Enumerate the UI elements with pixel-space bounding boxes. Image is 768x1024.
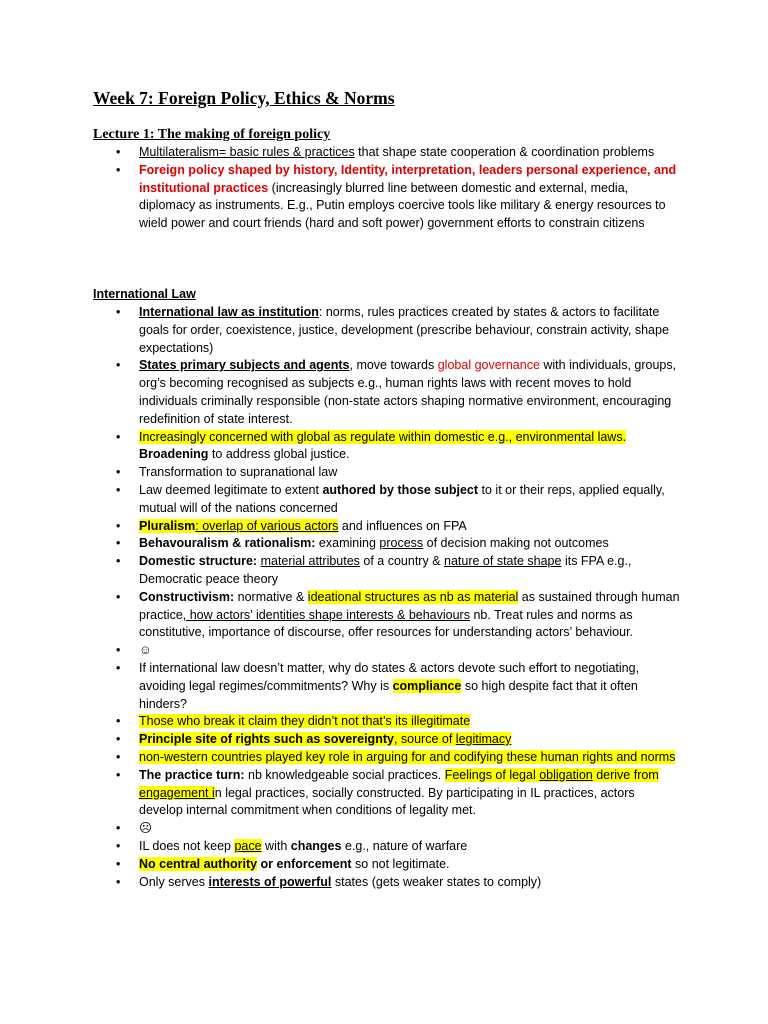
smiley-face-icon: ☺ <box>139 643 152 658</box>
list-item: • Increasingly concerned with global as regulate within domestic e.g., environmental laws. Broadening to address global justice. <box>0 429 680 465</box>
law-bullet-list <box>0 304 680 891</box>
list-item: • Foreign policy shaped by history, Identity, interpretation, leaders personal experience, and institutional practices (increasingly blurred line between domestic and external, media, diplomacy as instruments. E.g., Putin employs coercive tools like military & energy resources to wield power and court friends (hard and soft power) government efforts to constrain citizens <box>0 162 680 233</box>
list-item: • No central authority or enforcement so not legitimate. <box>0 856 680 874</box>
list-item: • Transformation to supranational law <box>0 464 680 482</box>
list-item: • If international law doesn’t matter, why do states & actors devote such effort to negotiating, avoiding legal regimes/commitments? Why is compliance so high despite fact that it often hinders? <box>0 660 680 713</box>
list-item: • Domestic structure: material attributes of a country & nature of state shape its FPA e.g., Democratic peace theory <box>0 553 680 589</box>
list-item: • Those who break it claim they didn’t not that’s its illegitimate <box>0 713 680 731</box>
frowning-face-icon: ☹ <box>139 821 153 836</box>
section-heading: International Law <box>93 287 196 301</box>
list-item: • Constructivism: normative & ideational structures as nb as material as sustained through human practice, how actors’ identities shape interests & behaviours nb. Treat rules and norms as constitutive, importance of discourse, offer resources for understanding actors’ behaviour. <box>0 589 680 642</box>
lecture-bullet-list <box>0 144 680 233</box>
list-item: • Principle site of rights such as sovereignty, source of legitimacy <box>0 731 680 749</box>
lecture-heading: Lecture 1: The making of foreign policy <box>93 127 331 142</box>
list-item: • Multilateralism= basic rules & practices that shape state cooperation & coordination problems <box>0 144 680 162</box>
list-item <box>0 820 680 838</box>
list-item: • Behavouralism & rationalism: examining process of decision making not outcomes <box>0 535 680 553</box>
list-item: • The practice turn: nb knowledgeable social practices. Feelings of legal obligation derive from engagement in legal practices, socially constructed. By participating in IL practices, actors develop internal commitment when conditions of legality met. <box>0 767 680 820</box>
list-item: • non-western countries played key role in arguing for and codifying these human rights and norms <box>0 749 680 767</box>
list-item: • IL does not keep pace with changes e.g., nature of warfare <box>0 838 680 856</box>
list-item: • States primary subjects and agents, move towards global governance with individuals, groups, org’s becoming recognised as subjects e.g., human rights laws with recent moves to hold individuals criminally responsible (non-state actors shaping normative environment, encouraging redefinition of state interest. <box>0 357 680 428</box>
list-item: • Pluralism: overlap of various actors and influences on FPA <box>0 518 680 536</box>
list-item: • Law deemed legitimate to extent authored by those subject to it or their reps, applied equally, mutual will of the nations concerned <box>0 482 680 518</box>
list-item <box>0 642 680 660</box>
list-item: • International law as institution: norms, rules practices created by states & actors to facilitate goals for order, coexistence, justice, development (prescribe behaviour, constrain activity, shape expectations) <box>0 304 680 357</box>
document-title: Week 7: Foreign Policy, Ethics & Norms <box>93 88 395 108</box>
list-item: • Only serves interests of powerful states (gets weaker states to comply) <box>0 874 680 892</box>
